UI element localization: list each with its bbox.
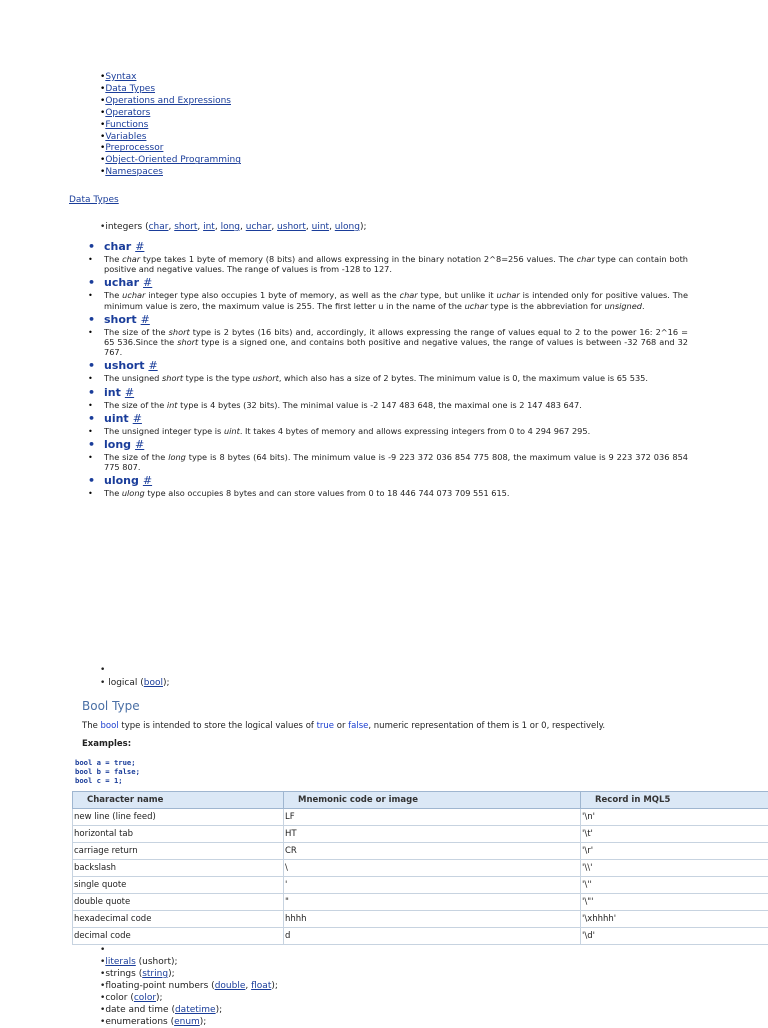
type-description [88, 400, 688, 410]
bool-link[interactable]: bool [144, 678, 163, 688]
table-row [73, 877, 768, 894]
table-cell: '\t' [581, 826, 768, 843]
desc-text: The [104, 290, 122, 300]
toc-link[interactable]: Functions [105, 120, 148, 130]
table-cell: '\"' [581, 894, 768, 911]
desc-text: type is 8 bytes (64 bits). The minimum value is -9 223 372 036 854 775 808, the maximum value is 9 223 372 036 854 775 807. [104, 452, 688, 472]
table-cell: '\'' [581, 877, 768, 894]
type-link-int[interactable]: int [203, 222, 215, 232]
empty-bullet-2: • [100, 945, 105, 955]
table-cell: backslash [73, 860, 284, 877]
type-ref: int [167, 400, 178, 410]
table-cell: double quote [73, 894, 284, 911]
desc-text: The [104, 488, 122, 498]
table-row [73, 911, 768, 928]
table-cell: hhhh [284, 911, 581, 928]
toc-link[interactable]: Object-Oriented Programming [105, 155, 241, 165]
desc-text: type is 4 bytes (32 bits). The minimal value is -2 147 483 648, the maximal one is 2 147 483 647. [178, 400, 582, 410]
list-item [100, 1005, 278, 1017]
desc-text: integer type also occupies 1 byte of memory, as well as the [145, 290, 399, 300]
type-ref: char [400, 290, 418, 300]
table-row [73, 894, 768, 911]
separator: , [197, 222, 203, 232]
integer-types-list [88, 238, 688, 499]
type-ref: long [168, 452, 186, 462]
type-link-char[interactable]: char [149, 222, 169, 232]
item-prefix: floating-point numbers ( [105, 981, 214, 991]
table-cell: '\xhhhh' [581, 911, 768, 928]
bool-type-heading: Bool Type [82, 699, 140, 713]
character-table [72, 791, 768, 945]
desc-text: type is 2 bytes (16 bits) and, accordingly, it allows expressing the range of values equal to 2 to the power 16: 2^16 = 65 536.Since the [104, 327, 688, 347]
integers-prefix: integers ( [105, 222, 148, 232]
logical-line [100, 678, 170, 688]
type-link-color[interactable]: color [134, 993, 156, 1003]
type-name: uchar [104, 276, 139, 289]
desc-text: The size of the [104, 400, 167, 410]
separator: , [168, 222, 174, 232]
list-item [100, 1017, 278, 1028]
item-suffix: ); [216, 1005, 223, 1015]
item-suffix: ); [271, 981, 278, 991]
code-example: bool a = true; bool b = false; bool c = 1; [75, 758, 140, 786]
table-row [73, 860, 768, 877]
desc-text: or [334, 721, 348, 731]
table-cell: CR [284, 843, 581, 860]
column-header: Mnemonic code or image [284, 792, 581, 809]
toc-item [100, 108, 241, 120]
type-description [88, 254, 688, 274]
table-row [73, 928, 768, 945]
toc-link[interactable]: Operations and Expressions [105, 96, 231, 106]
type-heading-uchar [88, 276, 688, 290]
desc-text: , which also has a size of 2 bytes. The minimum value is 0, the maximum value is 65 535. [279, 373, 648, 383]
separator: , [215, 222, 221, 232]
desc-text: The size of the [104, 327, 169, 337]
integers-line [100, 222, 366, 232]
item-suffix: (ushort); [136, 957, 178, 967]
column-header: Record in MQL5 [581, 792, 768, 809]
desc-text: type is the type [183, 373, 253, 383]
type-name: ulong [104, 474, 139, 487]
item-prefix: enumerations ( [105, 1017, 174, 1027]
type-heading-uint [88, 412, 688, 426]
desc-text: type also occupies 8 bytes and can store values from 0 to 18 446 744 073 709 551 615. [145, 488, 510, 498]
keyword: bool [101, 721, 119, 731]
anchor-link[interactable]: # [125, 386, 134, 399]
type-link-long[interactable]: long [221, 222, 240, 232]
type-name: short [104, 313, 137, 326]
empty-bullet: • [100, 665, 105, 675]
desc-text: . [642, 301, 645, 311]
separator: , [245, 981, 251, 991]
table-cell: d [284, 928, 581, 945]
type-name: uint [104, 412, 129, 425]
list-item [100, 957, 278, 969]
type-link-datetime[interactable]: datetime [175, 1005, 216, 1015]
type-ref: uchar [465, 301, 488, 311]
toc-item [100, 132, 241, 144]
desc-text: type is the abbreviation for [488, 301, 605, 311]
toc-link[interactable]: Syntax [105, 72, 136, 82]
anchor-link[interactable]: # [148, 359, 157, 372]
type-description [88, 290, 688, 310]
type-heading-long [88, 438, 688, 452]
table-of-contents [100, 72, 241, 179]
table-header-row [73, 792, 768, 809]
desc-text: The unsigned integer type is [104, 426, 224, 436]
table-cell: decimal code [73, 928, 284, 945]
toc-link[interactable]: Preprocessor [105, 143, 163, 153]
item-prefix: date and time ( [105, 1005, 175, 1015]
anchor-link[interactable]: # [135, 240, 144, 253]
desc-text: type is intended to store the logical values of [119, 721, 317, 731]
examples-label: Examples: [82, 739, 131, 749]
type-ref: short [162, 373, 183, 383]
table-body [73, 809, 768, 945]
separator: , [271, 222, 277, 232]
table-cell: '\d' [581, 928, 768, 945]
integers-suffix: ); [360, 222, 367, 232]
type-link-literals[interactable]: literals [105, 957, 135, 967]
type-link-uchar[interactable]: uchar [246, 222, 272, 232]
list-item [100, 969, 278, 981]
desc-text: . It takes 4 bytes of memory and allows expressing integers from 0 to 4 294 967 295. [240, 426, 590, 436]
table-cell: new line (line feed) [73, 809, 284, 826]
type-ref: short [169, 327, 190, 337]
type-heading-ushort [88, 359, 688, 373]
item-suffix: ); [156, 993, 163, 1003]
table-cell: '\r' [581, 843, 768, 860]
toc-link[interactable]: Operators [105, 108, 150, 118]
type-ref: short [177, 337, 198, 347]
item-suffix: ); [168, 969, 175, 979]
anchor-link[interactable]: # [141, 313, 150, 326]
separator: , [240, 222, 246, 232]
table-cell: '\\' [581, 860, 768, 877]
toc-link[interactable]: Variables [105, 132, 146, 142]
type-ref: ulong [122, 488, 145, 498]
list-item [100, 993, 278, 1005]
type-name: char [104, 240, 131, 253]
desc-text: is intended only for positive values. The minimum value is zero, the maximum value is 255. The first letter u in the name of the [104, 290, 688, 310]
toc-item [100, 96, 241, 108]
type-link-ulong[interactable]: ulong [335, 222, 360, 232]
anchor-link[interactable]: # [133, 412, 142, 425]
type-ref: uint [224, 426, 240, 436]
table-cell: single quote [73, 877, 284, 894]
type-heading-int [88, 386, 688, 400]
bool-description [82, 721, 605, 731]
anchor-link[interactable]: # [143, 276, 152, 289]
list-item [100, 981, 278, 993]
item-prefix: color ( [105, 993, 134, 1003]
type-link-ushort[interactable]: ushort [277, 222, 306, 232]
type-link-enum[interactable]: enum [174, 1017, 200, 1027]
logical-suffix: ); [163, 678, 170, 688]
type-ref: char [577, 254, 595, 264]
toc-item [100, 72, 241, 84]
table-cell: '\n' [581, 809, 768, 826]
separator: , [306, 222, 312, 232]
type-description [88, 426, 688, 436]
desc-text: The [82, 721, 101, 731]
table-row [73, 809, 768, 826]
type-link-double[interactable]: double [215, 981, 246, 991]
toc-item [100, 120, 241, 132]
toc-item [100, 143, 241, 155]
type-ref: char [122, 254, 140, 264]
type-heading-short [88, 313, 688, 327]
desc-text: type can contain both positive and negative values. The range of values is from -128 to 127. [104, 254, 688, 274]
type-link-float[interactable]: float [251, 981, 271, 991]
type-name: int [104, 386, 121, 399]
item-suffix: ); [200, 1017, 207, 1027]
other-types-list [100, 957, 278, 1028]
type-link-string[interactable]: string [142, 969, 168, 979]
desc-text: type is a signed one, and contains both positive and negative values, the range of values is between -32 768 and 32 767. [104, 337, 688, 357]
type-ref: uchar [122, 290, 145, 300]
section-title-link[interactable]: Data Types [69, 195, 119, 205]
table-cell: horizontal tab [73, 826, 284, 843]
type-description [88, 373, 688, 383]
anchor-link[interactable]: # [135, 438, 144, 451]
type-name: ushort [104, 359, 144, 372]
desc-text: type takes 1 byte of memory (8 bits) and allows expressing in the binary notation 2^8=256 values. The [140, 254, 576, 264]
type-heading-char [88, 240, 688, 254]
toc-item [100, 155, 241, 167]
anchor-link[interactable]: # [143, 474, 152, 487]
logical-prefix: logical ( [108, 678, 144, 688]
table-cell: ' [284, 877, 581, 894]
table-cell: " [284, 894, 581, 911]
type-link-uint[interactable]: uint [312, 222, 329, 232]
toc-item [100, 84, 241, 96]
toc-link[interactable]: Namespaces [105, 167, 163, 177]
desc-text: , numeric representation of them is 1 or 0, respectively. [368, 721, 605, 731]
toc-item [100, 167, 241, 179]
table-cell: carriage return [73, 843, 284, 860]
keyword: true [317, 721, 334, 731]
toc-link[interactable]: Data Types [105, 84, 155, 94]
table-cell: hexadecimal code [73, 911, 284, 928]
desc-text: The size of the [104, 452, 168, 462]
type-ref: uchar [497, 290, 520, 300]
type-link-short[interactable]: short [174, 222, 197, 232]
type-name: long [104, 438, 131, 451]
desc-text: The [104, 254, 122, 264]
type-description [88, 452, 688, 472]
table-cell: LF [284, 809, 581, 826]
desc-text: The unsigned [104, 373, 162, 383]
table-row [73, 826, 768, 843]
desc-text: type, but unlike it [418, 290, 497, 300]
table-cell: HT [284, 826, 581, 843]
type-description [88, 488, 688, 498]
type-ref: ushort [253, 373, 279, 383]
table-cell: \ [284, 860, 581, 877]
type-ref: unsigned [604, 301, 642, 311]
type-heading-ulong [88, 474, 688, 488]
type-description [88, 327, 688, 358]
item-prefix: strings ( [105, 969, 142, 979]
table-row [73, 843, 768, 860]
keyword: false [348, 721, 368, 731]
column-header: Character name [73, 792, 284, 809]
separator: , [329, 222, 335, 232]
